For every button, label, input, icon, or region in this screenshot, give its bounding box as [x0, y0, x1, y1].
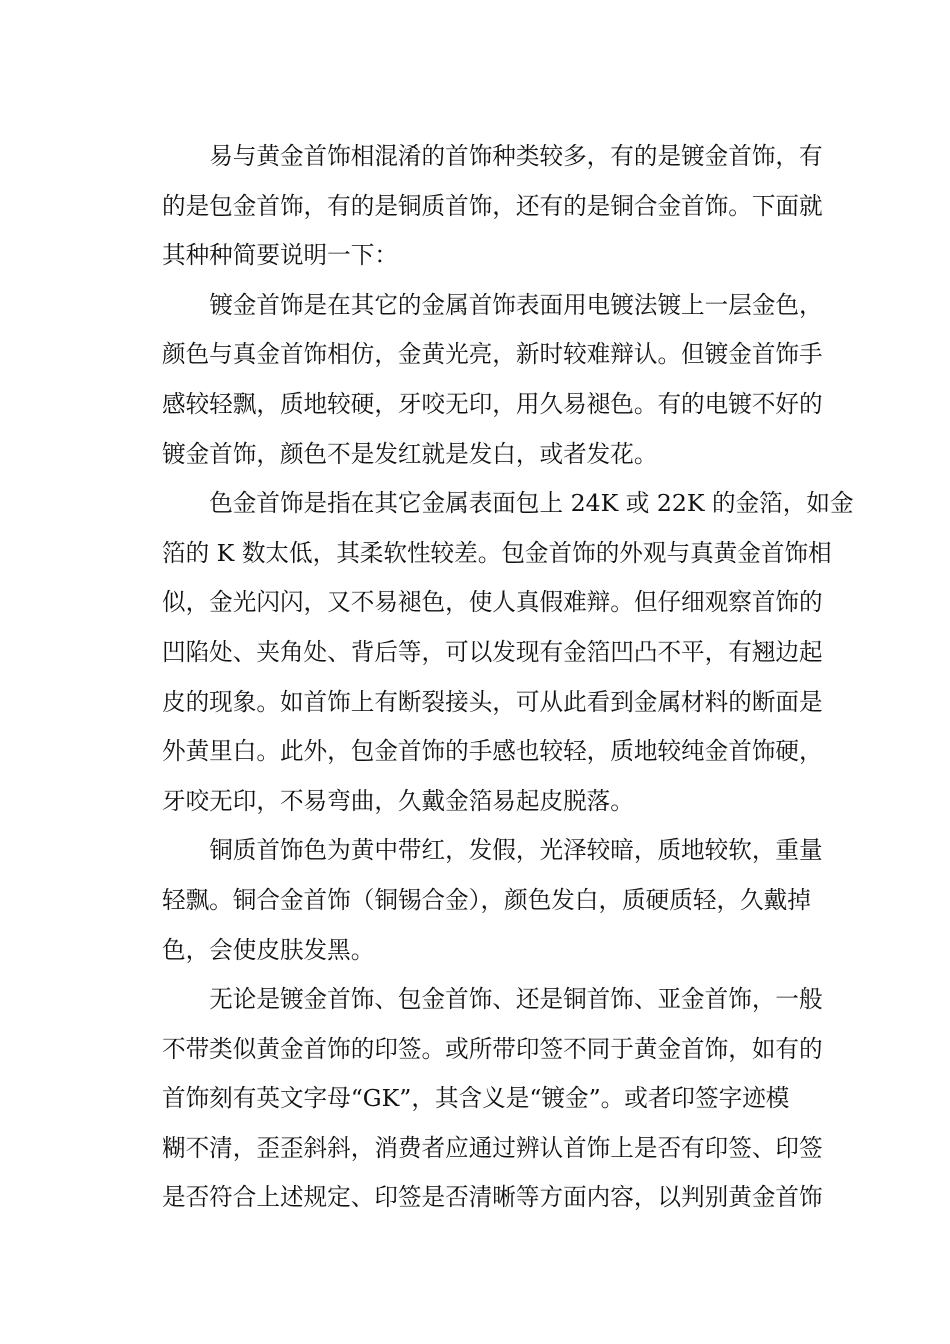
text-line: 轻飘。铜合金首饰（铜锡合金），颜色发白，质硬质轻，久戴掉	[162, 885, 811, 914]
text-line: 铜质首饰色为黄中带红，发假，光泽较暗，质地较软，重量	[209, 836, 823, 865]
text-line: 感较轻飘，质地较硬，牙咬无印，用久易褪色。有的电镀不好的	[162, 389, 823, 418]
text-line: 镀金首饰是在其它的金属首饰表面用电镀法镀上一层金色，	[209, 290, 823, 319]
text-line: 易与黄金首饰相混淆的首饰种类较多，有的是镀金首饰，有	[209, 142, 823, 170]
text-line: 的是包金首饰，有的是铜质首饰，还有的是铜合金首饰。下面就	[162, 191, 823, 220]
text-line: 色，会使皮肤发黑。	[162, 935, 375, 964]
document-body	[162, 132, 854, 1223]
text-line: 镀金首饰，颜色不是发红就是发白，或者发花。	[162, 439, 658, 468]
text-line: 首饰刻有英文字母“GK”，其含义是“镀金”。或者印签字迹模	[162, 1084, 790, 1113]
text-line: 皮的现象。如首饰上有断裂接头，可从此看到金属材料的断面是	[162, 687, 823, 716]
text-line: 牙咬无印，不易弯曲，久戴金箔易起皮脱落。	[162, 786, 634, 815]
text-line: 是否符合上述规定、印签是否清晰等方面内容，以判别黄金首饰	[162, 1183, 823, 1212]
text-line: 箔的 K 数太低，其柔软性较差。包金首饰的外观与真黄金首饰相	[162, 538, 832, 567]
text-line: 无论是镀金首饰、包金首饰、还是铜首饰、亚金首饰，一般	[209, 985, 823, 1014]
text-line: 外黄里白。此外，包金首饰的手感也较轻，质地较纯金首饰硬，	[162, 737, 823, 766]
paragraph-gold-filled	[162, 479, 854, 826]
paragraph-copper	[162, 826, 823, 975]
text-line: 凹陷处、夹角处、背后等，可以发现有金箔凹凸不平，有翘边起	[162, 637, 823, 666]
text-line: 不带类似黄金首饰的印签。或所带印签不同于黄金首饰，如有的	[162, 1034, 823, 1063]
text-line: 似，金光闪闪，又不易褪色，使人真假难辩。但仔细观察首饰的	[162, 588, 823, 617]
paragraph-intro	[162, 132, 823, 281]
text-line: 糊不清，歪歪斜斜，消费者应通过辨认首饰上是否有印签、印签	[162, 1133, 823, 1162]
text-line: 色金首饰是指在其它金属表面包上 24K 或 22K 的金箔，如金	[209, 489, 854, 518]
text-line: 颜色与真金首饰相仿，金黄光亮，新时较难辩认。但镀金首饰手	[162, 340, 823, 369]
text-line: 其种种简要说明一下：	[162, 241, 398, 270]
paragraph-hallmarks	[162, 975, 823, 1223]
paragraph-gold-plated	[162, 281, 823, 479]
